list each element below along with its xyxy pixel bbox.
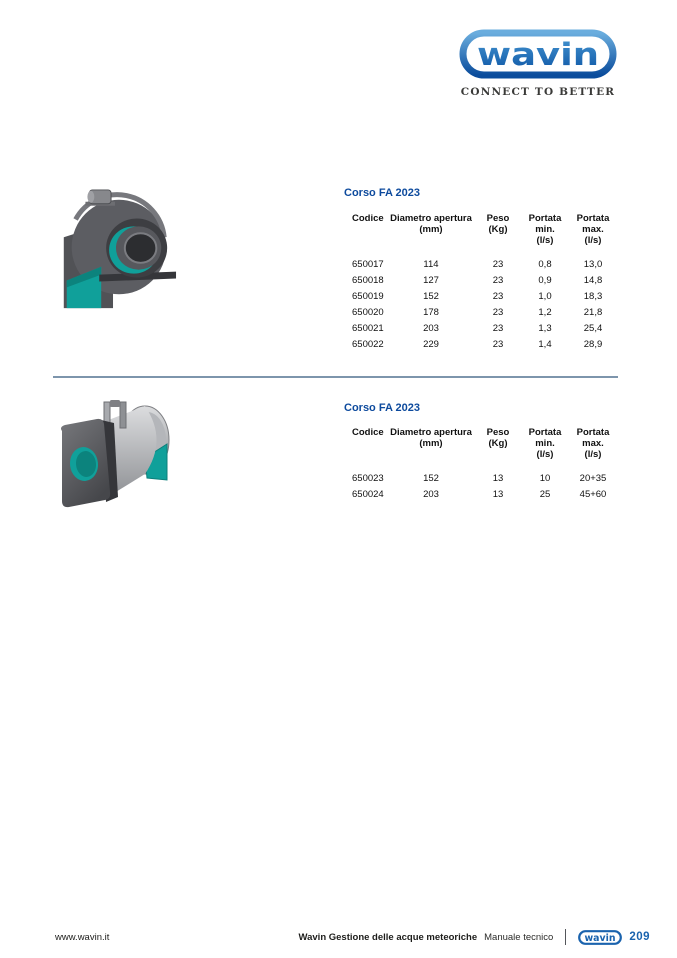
outlet-hole xyxy=(125,233,157,263)
cell-portata-min: 1,0 xyxy=(538,290,552,302)
cell-portata-max: 28,9 xyxy=(583,338,603,350)
cell-portata-max: 18,3 xyxy=(583,290,603,302)
cell-portata-max: 14,8 xyxy=(583,274,603,286)
cell-peso: 23 xyxy=(492,338,504,350)
section-title: Corso FA 2023 xyxy=(344,187,421,199)
table-header-row xyxy=(344,422,618,470)
cell-portata-min: 0,8 xyxy=(538,258,552,270)
cell-peso: 23 xyxy=(492,322,504,334)
col-header-peso: Peso (Kg) xyxy=(486,213,510,235)
cell-codice: 650017 xyxy=(352,258,384,270)
cell-diametro: 152 xyxy=(423,472,439,484)
cell-codice: 650024 xyxy=(352,488,384,500)
cell-diametro: 229 xyxy=(423,338,439,350)
spec-table-1 xyxy=(344,208,618,352)
footer-separator xyxy=(565,929,566,945)
table-row xyxy=(344,320,618,336)
cell-peso: 23 xyxy=(492,290,504,302)
wavin-logo-text: wavin xyxy=(477,37,599,73)
cell-portata-min: 0,9 xyxy=(538,274,552,286)
cell-peso: 23 xyxy=(492,274,504,286)
cell-codice: 650019 xyxy=(352,290,384,302)
cell-portata-max: 45+60 xyxy=(579,488,607,500)
cell-peso: 23 xyxy=(492,258,504,270)
cell-diametro: 127 xyxy=(423,274,439,286)
product-image-vortex-regulator-volute xyxy=(50,186,178,319)
cell-portata-min: 25 xyxy=(539,488,551,500)
product-image-vortex-regulator-cone xyxy=(48,398,183,515)
table-row xyxy=(344,288,618,304)
col-header-portata-min: Portata min. (l/s) xyxy=(528,213,562,246)
footer-wavin-logo-text: wavin xyxy=(584,932,617,944)
col-header-peso: Peso (Kg) xyxy=(486,427,510,449)
cell-portata-min: 1,2 xyxy=(538,306,552,318)
brand-block xyxy=(459,29,617,98)
cell-portata-min: 1,3 xyxy=(538,322,552,334)
col-header-codice: Codice xyxy=(352,427,384,438)
table-row xyxy=(344,336,618,352)
footer-doc-subtitle: Manuale tecnico xyxy=(484,931,554,943)
col-header-diametro: Diametro apertura (mm) xyxy=(390,427,472,449)
bracket-post-right xyxy=(120,402,126,428)
cell-peso: 23 xyxy=(492,306,504,318)
top-lug-cap xyxy=(87,191,94,203)
cell-diametro: 152 xyxy=(423,290,439,302)
cell-codice: 650018 xyxy=(352,274,384,286)
spec-table-2 xyxy=(344,422,618,502)
col-header-portata-min: Portata min. (l/s) xyxy=(528,427,562,460)
section-title: Corso FA 2023 xyxy=(344,402,421,414)
cell-portata-min: 10 xyxy=(539,472,551,484)
footer-right-block xyxy=(299,927,651,947)
cell-peso: 13 xyxy=(492,488,504,500)
cell-portata-max: 13,0 xyxy=(583,258,603,270)
cell-diametro: 203 xyxy=(423,488,439,500)
bracket-pin xyxy=(110,400,120,407)
table-row xyxy=(344,272,618,288)
wavin-logo xyxy=(459,29,617,79)
col-header-portata-max: Portata max. (l/s) xyxy=(576,213,610,246)
table-row xyxy=(344,470,618,486)
brand-tagline: CONNECT TO BETTER xyxy=(460,86,616,98)
cell-peso: 13 xyxy=(492,472,504,484)
cell-portata-max: 20+35 xyxy=(579,472,607,484)
table-row xyxy=(344,304,618,320)
cell-codice: 650021 xyxy=(352,322,384,334)
cell-codice: 650023 xyxy=(352,472,384,484)
cell-diametro: 178 xyxy=(423,306,439,318)
table-header-row xyxy=(344,208,618,256)
cell-portata-max: 21,8 xyxy=(583,306,603,318)
cell-portata-min: 1,4 xyxy=(538,338,552,350)
col-header-diametro: Diametro apertura (mm) xyxy=(390,213,472,235)
col-header-portata-max: Portata max. (l/s) xyxy=(576,427,610,460)
footer-page-number: 209 xyxy=(629,931,650,943)
table-row xyxy=(344,486,618,502)
footer-doc-title: Wavin Gestione delle acque meteoriche xyxy=(298,931,478,943)
footer-website: www.wavin.it xyxy=(55,932,110,943)
footer-wavin-logo xyxy=(578,930,622,945)
col-header-codice: Codice xyxy=(352,213,384,224)
section-divider xyxy=(53,376,618,378)
cell-diametro: 114 xyxy=(423,258,439,270)
cell-codice: 650022 xyxy=(352,338,384,350)
cell-portata-max: 25,4 xyxy=(583,322,603,334)
table-row xyxy=(344,256,618,272)
cell-diametro: 203 xyxy=(423,322,439,334)
cell-codice: 650020 xyxy=(352,306,384,318)
